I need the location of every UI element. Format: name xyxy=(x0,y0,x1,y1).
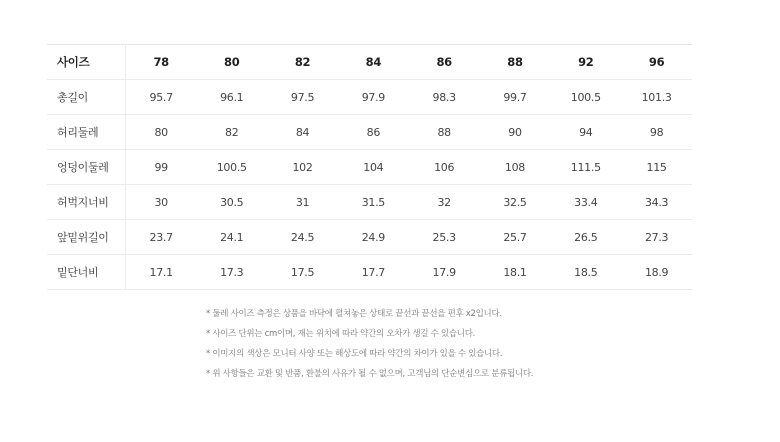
measurement-value: 17.1 xyxy=(126,255,197,290)
measurement-value: 100.5 xyxy=(196,150,267,185)
measurement-value: 33.4 xyxy=(550,185,621,220)
size-header-label: 사이즈 xyxy=(47,45,126,80)
measurement-label: 허리둘레 xyxy=(47,115,126,150)
measurement-value: 17.9 xyxy=(409,255,480,290)
size-column-header: 80 xyxy=(196,45,267,80)
measurement-value: 100.5 xyxy=(550,80,621,115)
measurement-value: 27.3 xyxy=(621,220,692,255)
measurement-value: 111.5 xyxy=(550,150,621,185)
measurement-value: 25.3 xyxy=(409,220,480,255)
measurement-value: 104 xyxy=(338,150,409,185)
measurement-value: 96.1 xyxy=(196,80,267,115)
size-column-header: 78 xyxy=(126,45,197,80)
measurement-value: 32.5 xyxy=(480,185,551,220)
measurement-value: 17.7 xyxy=(338,255,409,290)
measurement-value: 24.5 xyxy=(267,220,338,255)
table-row xyxy=(47,150,692,185)
size-column-header: 84 xyxy=(338,45,409,80)
note-item: * 이미지의 색상은 모니터 사양 또는 해상도에 따라 약간의 차이가 있을 수 있습니다. xyxy=(206,349,503,359)
measurement-value: 90 xyxy=(480,115,551,150)
measurement-value: 18.5 xyxy=(550,255,621,290)
measurement-value: 17.3 xyxy=(196,255,267,290)
table-row xyxy=(47,220,692,255)
measurement-value: 97.5 xyxy=(267,80,338,115)
measurement-value: 23.7 xyxy=(126,220,197,255)
measurement-value: 106 xyxy=(409,150,480,185)
measurement-value: 34.3 xyxy=(621,185,692,220)
table-row xyxy=(47,80,692,115)
measurement-value: 102 xyxy=(267,150,338,185)
size-chart-table xyxy=(47,44,692,290)
measurement-label: 허벅지너비 xyxy=(47,185,126,220)
size-column-header: 82 xyxy=(267,45,338,80)
measurement-value: 108 xyxy=(480,150,551,185)
note-item: * 둘레 사이즈 측정은 상품을 바닥에 펼쳐놓은 상태로 끝선과 끝선을 편후 x2입니다. xyxy=(206,309,502,319)
size-column-header: 96 xyxy=(621,45,692,80)
measurement-value: 99.7 xyxy=(480,80,551,115)
measurement-value: 30 xyxy=(126,185,197,220)
table-row xyxy=(47,255,692,290)
measurement-value: 17.5 xyxy=(267,255,338,290)
measurement-value: 18.1 xyxy=(480,255,551,290)
table-row xyxy=(47,185,692,220)
measurement-value: 25.7 xyxy=(480,220,551,255)
measurement-value: 82 xyxy=(196,115,267,150)
size-column-header: 92 xyxy=(550,45,621,80)
table-row xyxy=(47,115,692,150)
note-item: * 사이즈 단위는 cm이며, 재는 위치에 따라 약간의 오차가 생길 수 있습니다. xyxy=(206,329,476,339)
measurement-value: 80 xyxy=(126,115,197,150)
measurement-value: 88 xyxy=(409,115,480,150)
note-item: * 위 사항들은 교환 및 반품, 환불의 사유가 될 수 없으며, 고객님의 단순변심으로 분류됩니다. xyxy=(206,369,534,379)
measurement-label: 앞밑위길이 xyxy=(47,220,126,255)
measurement-value: 24.9 xyxy=(338,220,409,255)
size-column-header: 86 xyxy=(409,45,480,80)
measurement-value: 32 xyxy=(409,185,480,220)
measurement-label: 총길이 xyxy=(47,80,126,115)
measurement-value: 84 xyxy=(267,115,338,150)
size-column-header: 88 xyxy=(480,45,551,80)
measurement-value: 31 xyxy=(267,185,338,220)
measurement-value: 30.5 xyxy=(196,185,267,220)
measurement-value: 94 xyxy=(550,115,621,150)
measurement-value: 115 xyxy=(621,150,692,185)
measurement-label: 엉덩이둘레 xyxy=(47,150,126,185)
measurement-value: 86 xyxy=(338,115,409,150)
measurement-value: 31.5 xyxy=(338,185,409,220)
measurement-label: 밑단너비 xyxy=(47,255,126,290)
measurement-value: 99 xyxy=(126,150,197,185)
table-header-row xyxy=(47,45,692,80)
measurement-value: 97.9 xyxy=(338,80,409,115)
measurement-value: 98 xyxy=(621,115,692,150)
size-notes-list xyxy=(206,304,533,384)
measurement-value: 24.1 xyxy=(196,220,267,255)
measurement-value: 95.7 xyxy=(126,80,197,115)
measurement-value: 98.3 xyxy=(409,80,480,115)
measurement-value: 18.9 xyxy=(621,255,692,290)
measurement-value: 101.3 xyxy=(621,80,692,115)
measurement-value: 26.5 xyxy=(550,220,621,255)
